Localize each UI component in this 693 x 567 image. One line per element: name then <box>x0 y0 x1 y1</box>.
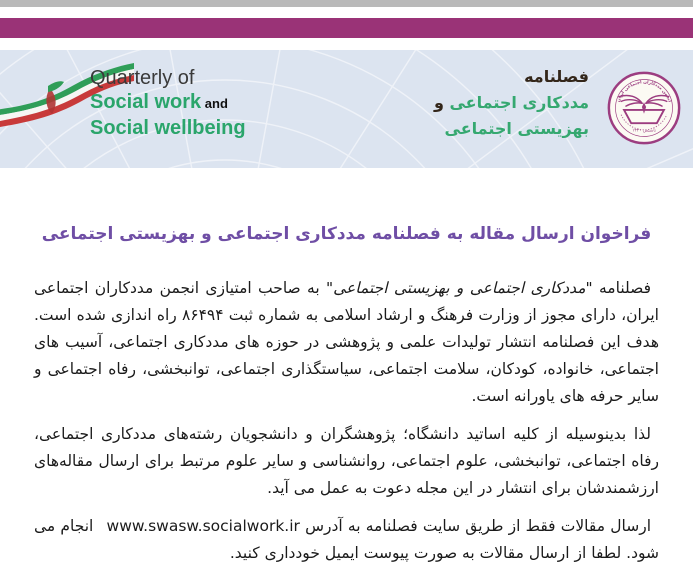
english-title-socialwork: Social work <box>90 91 202 113</box>
top-gray-bar <box>0 0 693 7</box>
submission-post: انجام می شود. لطفا از ارسال مقالات به صورت پیوست ایمیل خودداری کنید. <box>34 517 659 562</box>
journal-title-english <box>90 66 246 140</box>
persian-title-maddahkari: مددکاری اجتماعی <box>449 93 589 112</box>
accent-bar <box>0 18 693 38</box>
header-white-gap <box>0 38 693 50</box>
english-title-and: and <box>201 96 228 111</box>
emblem-founding-text: تاسیس ۱۳۴۰ <box>632 128 656 134</box>
journal-url: www.swasw.socialwork.ir <box>106 517 300 535</box>
association-emblem <box>606 70 682 146</box>
journal-title-persian <box>431 64 590 142</box>
intro-paragraph <box>34 275 659 410</box>
journal-header-banner <box>0 50 693 168</box>
top-white-gap <box>0 7 693 18</box>
submission-pre: ارسال مقالات فقط از طریق سایت فصلنامه به آدرس <box>299 517 651 535</box>
persian-title-line2 <box>431 90 590 116</box>
persian-title-line3: بهزیستی اجتماعی <box>444 119 589 138</box>
intro-post: " به صاحب امتیازی انجمن مددکاران اجتماعی ایران، دارای مجوز از وزارت فرهنگ و ارشاد اسلامی به شماره ثبت ۸۶۴۹۴ راه اندازی شده است. هدف این فصلنامه انتشار تولیدات علمی و پژوهشی در حوزه های مددکاری اجتماعی، آسیب های اجتماعی، خانواده، کودکان، سلامت اجتماعی، سیاستگذاری اجتماعی، توانبخشی، رفاه اجتماعی و سایر حرفه های یاورانه است. <box>34 279 659 405</box>
announcement-body <box>0 222 693 567</box>
announcement-title: فراخوان ارسال مقاله به فصلنامه مددکاری اجتماعی و بهزیستی اجتماعی <box>41 224 652 244</box>
english-title-line1: Quarterly of <box>90 67 195 89</box>
english-title-line3: Social wellbeing <box>90 117 246 139</box>
journal-name-italic: مددکاری اجتماعی و بهزیستی اجتماعی <box>333 279 586 297</box>
english-title-line2 <box>90 90 246 116</box>
submission-paragraph <box>34 513 659 567</box>
intro-pre: فصلنامه " <box>585 279 651 297</box>
invitation-paragraph: لذا بدینوسیله از کلیه اساتید دانشگاه؛ پژوهشگران و دانشجویان رشته‌های مددکاری اجتماعی، رفاه اجتماعی، توانبخشی، علوم اجتماعی، روانشناسی و سایر علوم مرتبط برای ارسال مقاله‌های ارزشمندشان برای انتشار در این مجله دعوت به عمل می آید. <box>34 425 659 497</box>
persian-title-vav: و <box>433 93 450 112</box>
emblem-ring-text: انجمن مددکاران اجتماعی ایران <box>616 80 672 103</box>
persian-title-line1: فصلنامه <box>524 67 589 86</box>
